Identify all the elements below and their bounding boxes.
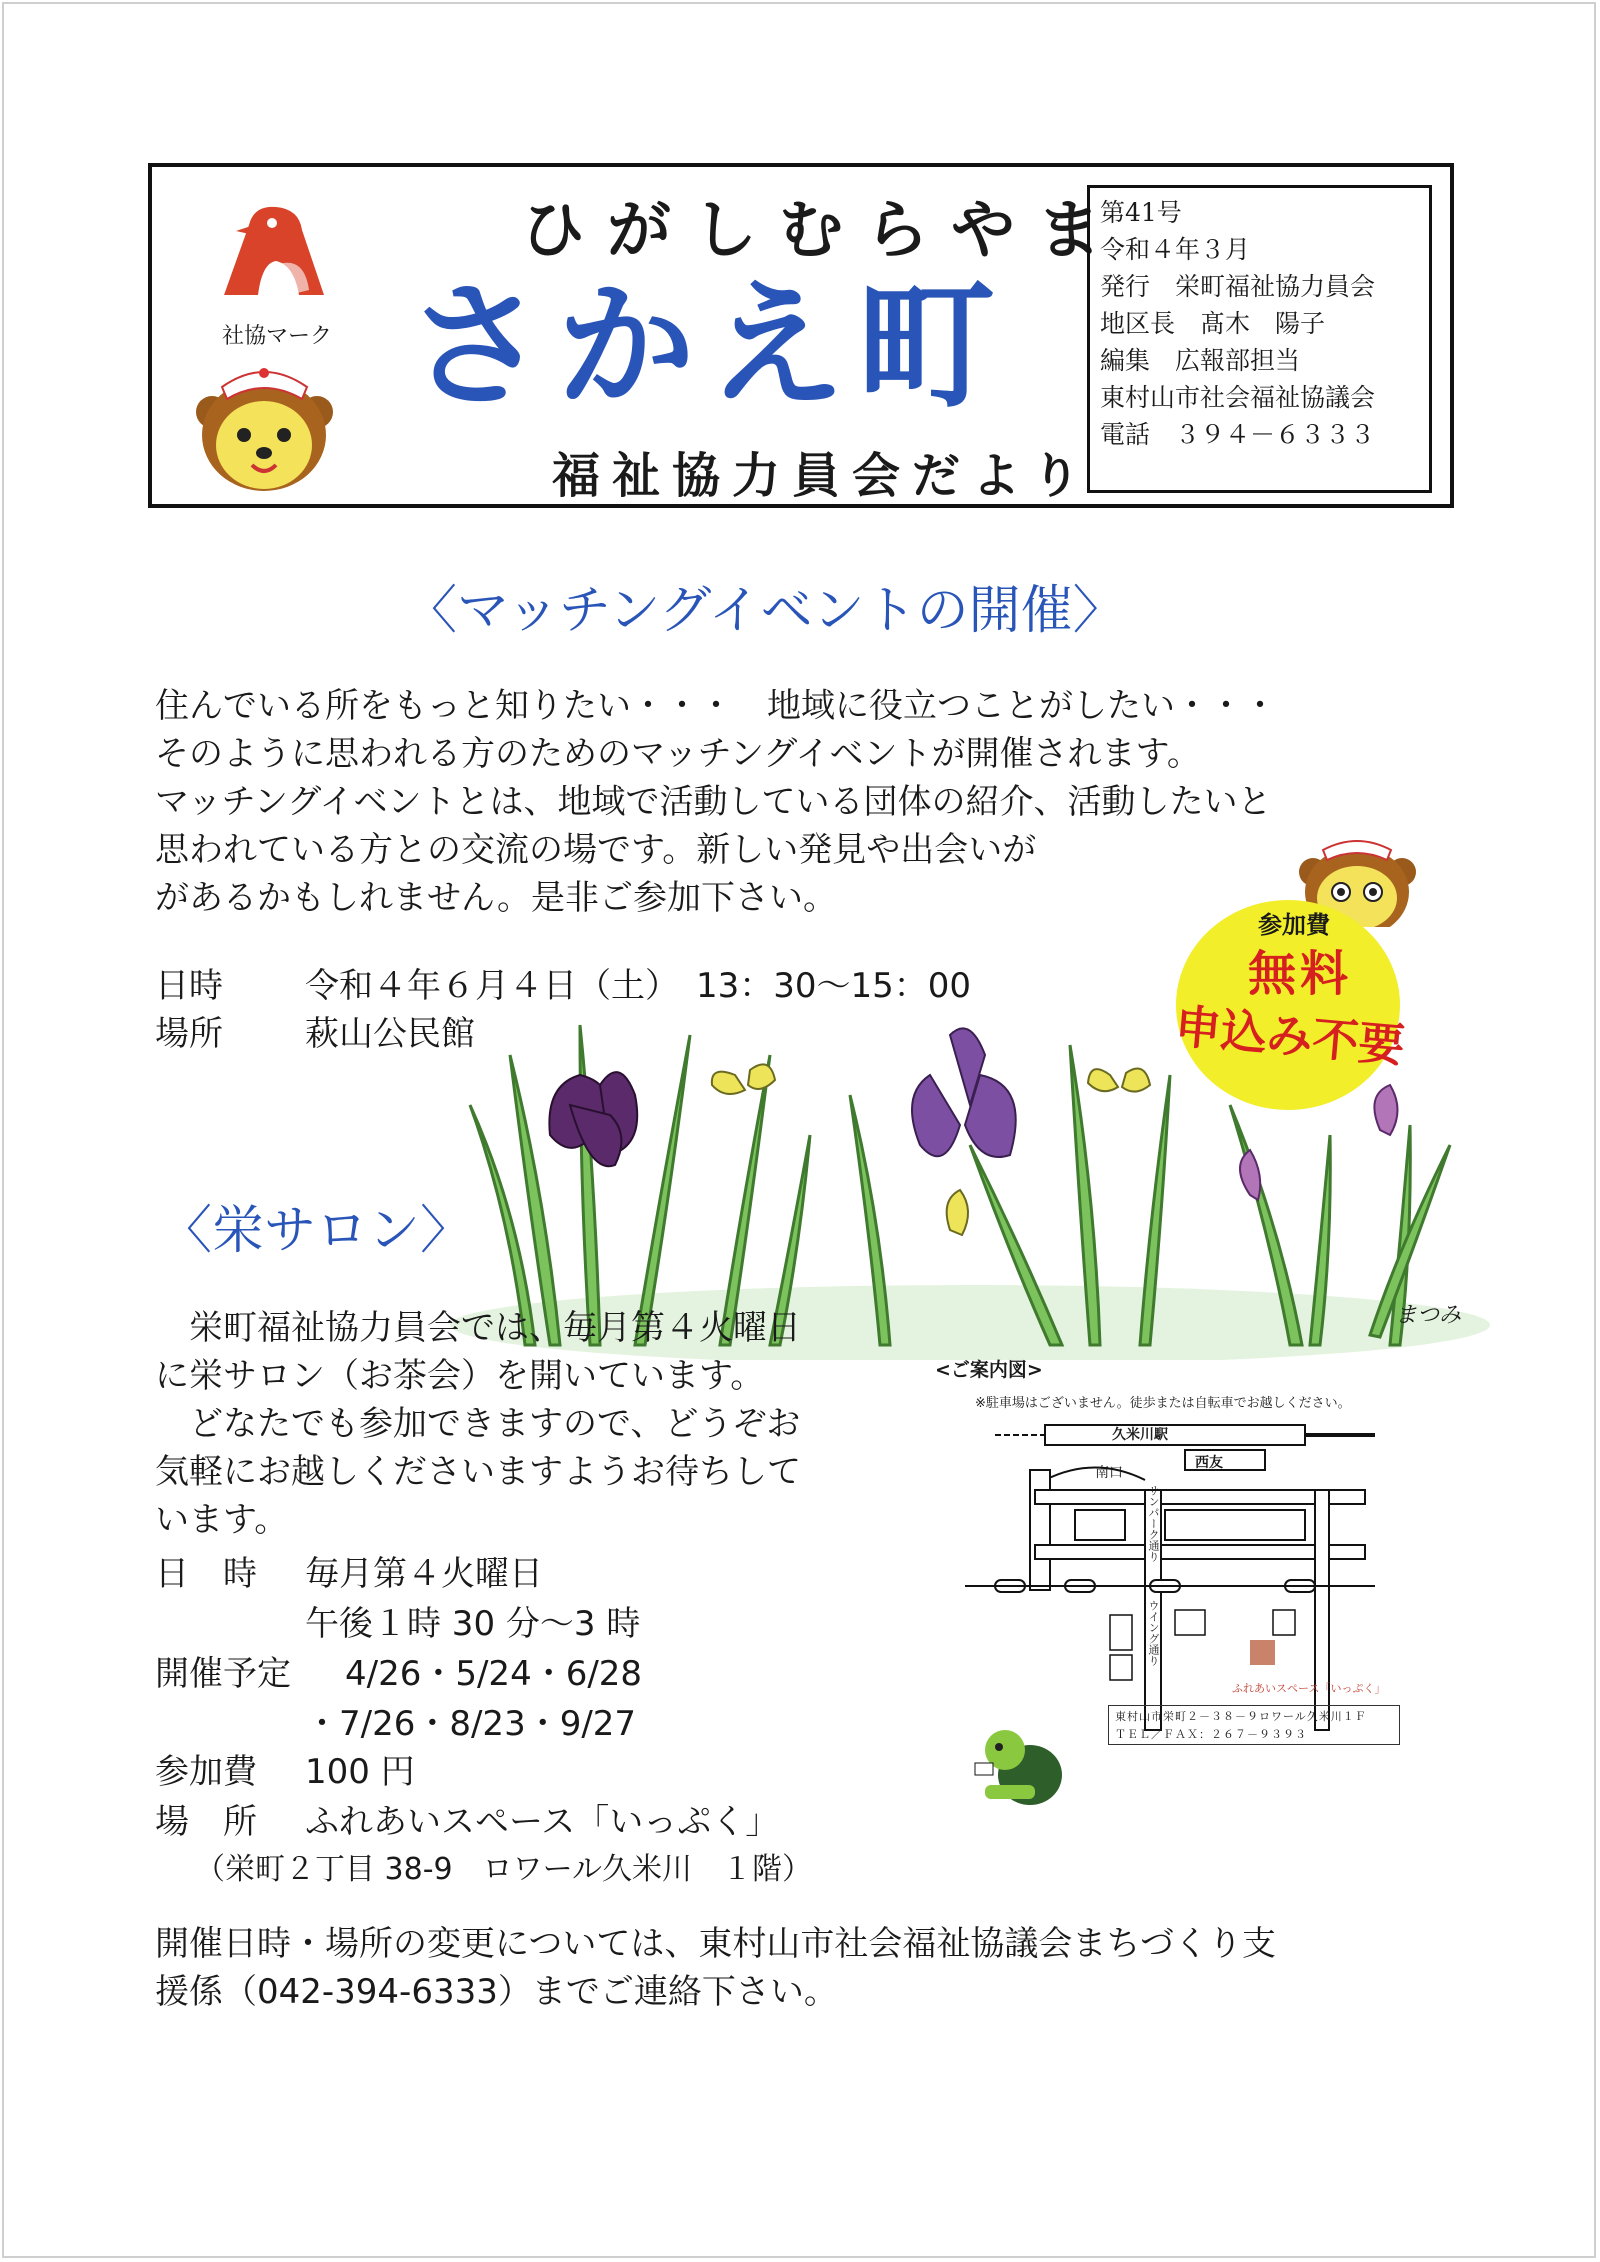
- district-head: 地区長 髙木 陽子: [1100, 309, 1326, 338]
- matching-date-row: [155, 962, 971, 1010]
- salon-fee-label: 参加費: [155, 1752, 257, 1792]
- turtle-mascot-icon: [965, 1715, 1070, 1815]
- matching-place-row: [155, 1010, 475, 1058]
- salon-date-value2: 午後１時 30 分～3 時: [305, 1604, 641, 1644]
- title-big: さかえ町: [406, 266, 1007, 427]
- map-street2: ウイング通り: [1147, 1600, 1160, 1666]
- matching-place-label: 場所: [155, 1014, 223, 1054]
- salon-address: （栄町２丁目 38-9 ロワール久米川 １階）: [195, 1852, 813, 1887]
- matching-date-label: 日時: [155, 966, 223, 1006]
- salon-body: [155, 1304, 801, 1544]
- issue-info-box: [1087, 185, 1432, 493]
- salon-date-row: [155, 1550, 543, 1598]
- salon-date-label: 日 時: [155, 1554, 257, 1594]
- salon-place-label: 場 所: [155, 1802, 257, 1842]
- map-station: 久米川駅: [1112, 1427, 1168, 1443]
- map-address: [1108, 1705, 1400, 1745]
- shakyo-logo-icon: [214, 195, 334, 305]
- salon-line: 栄町福祉協力員会では、毎月第４火曜日: [155, 1308, 801, 1348]
- title-small: ひがしむらやま: [521, 194, 1123, 268]
- map-street1: サンパーク通り: [1147, 1485, 1160, 1562]
- matching-body: [155, 682, 1277, 922]
- organization: 東村山市社会福祉協議会: [1100, 383, 1376, 412]
- salon-fee-row: [155, 1748, 415, 1796]
- phone: 電話 ３９４－６３３３: [1100, 420, 1376, 449]
- publisher: 発行 栄町福祉協力員会: [1100, 272, 1376, 301]
- salon-schedule-value2: ・7/26・8/23・9/27: [305, 1704, 637, 1744]
- map-title: <ご案内図>: [935, 1359, 1043, 1381]
- map-south-exit: 南口: [1095, 1465, 1123, 1481]
- badge-free: 無料: [1248, 946, 1353, 1002]
- salon-line: どなたでも参加できますので、どうぞお: [155, 1404, 801, 1444]
- issue-date: 令和４年３月: [1100, 235, 1251, 264]
- footer-line: 援係（042-394-6333）までご連絡下さい。: [155, 1972, 838, 2012]
- matching-place-value: 萩山公民館: [305, 1014, 475, 1054]
- matching-line: があるかもしれません。是非ご参加下さい。: [155, 878, 838, 918]
- badge-no-application: 申込み不要: [1172, 999, 1407, 1073]
- editor: 編集 広報部担当: [1100, 346, 1301, 375]
- salon-schedule-row: [155, 1650, 642, 1698]
- matching-date-value: 令和４年６月４日（土） 13：30～15：00: [305, 966, 972, 1006]
- salon-schedule-label: 開催予定: [155, 1654, 291, 1694]
- map-venue: ふれあいスペース「いっぷく」: [1232, 1682, 1386, 1695]
- badge-fee-label: 参加費: [1258, 911, 1330, 939]
- bear-mascot-icon: [192, 357, 337, 497]
- salon-line: に栄サロン（お茶会）を開いています。: [155, 1356, 765, 1396]
- issue-number: 第41号: [1100, 198, 1182, 227]
- footer-note: [155, 1920, 1276, 2016]
- salon-date-value1: 毎月第４火曜日: [305, 1554, 543, 1594]
- title-sub: 福祉協力員会だより: [551, 448, 1092, 504]
- salon-fee-value: 100 円: [305, 1752, 415, 1792]
- map-store: 西友: [1195, 1455, 1223, 1471]
- salon-heading: 〈栄サロン〉: [160, 1201, 473, 1261]
- matching-heading: 〈マッチングイベントの開催〉: [405, 581, 1125, 641]
- salon-line: 気軽にお越しくださいますようお待ちして: [155, 1452, 801, 1492]
- matching-line: 住んでいる所をもっと知りたい・・・ 地域に役立つことがしたい・・・: [155, 686, 1277, 726]
- masthead: [148, 163, 1454, 508]
- matching-line: マッチングイベントとは、地域で活動している団体の紹介、活動したいと: [155, 782, 1272, 822]
- map-note: ※駐車場はございません。徒歩または自転車でお越しください。: [975, 1396, 1351, 1411]
- salon-schedule-value1: 4/26・5/24・6/28: [345, 1654, 643, 1694]
- salon-place-value: ふれあいスペース「いっぷく」: [305, 1802, 780, 1842]
- salon-place-row: [155, 1798, 779, 1846]
- map-address-line2: ＴＥＬ／ＦＡＸ：２６７－９３９３: [1115, 1728, 1307, 1741]
- map-address-line1: 東村山市栄町２－３８－９ロワール久米川１Ｆ: [1115, 1710, 1367, 1723]
- matching-line: そのように思われる方のためのマッチングイベントが開催されます。: [155, 734, 1201, 774]
- artist-signature: まつみ: [1395, 1303, 1462, 1328]
- matching-line: 思われている方との交流の場です。新しい発見や出会いが: [155, 830, 1037, 870]
- salon-line: います。: [155, 1500, 289, 1540]
- logo-label: 社協マーク: [221, 324, 332, 349]
- footer-line: 開催日時・場所の変更については、東村山市社会福祉協議会まちづくり支: [155, 1924, 1276, 1964]
